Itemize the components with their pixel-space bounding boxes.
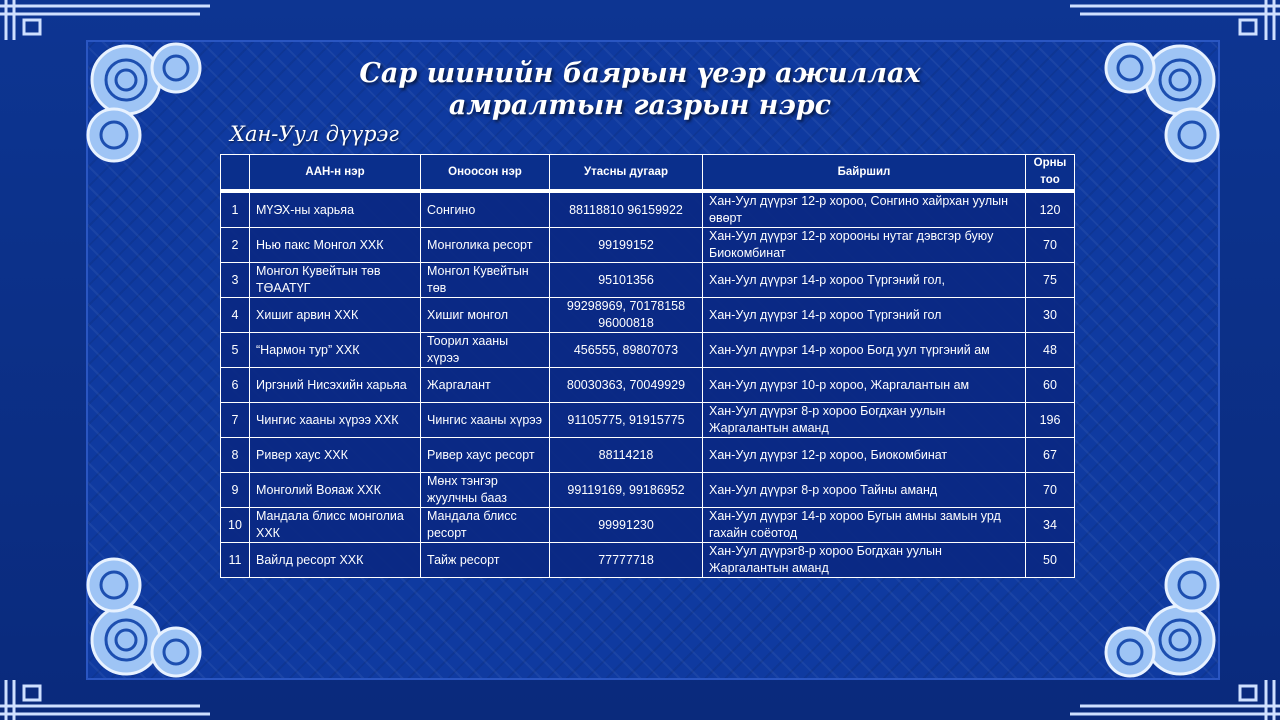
cell-location: Хан-Уул дүүрэг 10-р хороо, Жаргалантын ам: [703, 368, 1026, 403]
cell-org-name: МҮЭХ-ны харьяа: [250, 191, 421, 228]
cloud-ornament-icon: [1070, 540, 1220, 680]
table-row: [221, 543, 1075, 578]
header-location: Байршил: [703, 155, 1026, 192]
cell-phone: 91105775, 91915775: [550, 403, 703, 438]
cell-num: 1: [221, 191, 250, 228]
cell-location: Хан-Уул дүүрэг 8-р хороо Богдхан уулын Жаргалантын аманд: [703, 403, 1026, 438]
cell-phone: 95101356: [550, 263, 703, 298]
cell-org-name: Монгол Кувейтын төв ТӨААТҮГ: [250, 263, 421, 298]
cell-seats: 50: [1026, 543, 1075, 578]
title-line-1: Сар шинийн баярын үеэр ажиллах: [359, 58, 921, 89]
cell-num: 7: [221, 403, 250, 438]
page-title: [330, 58, 950, 122]
cell-seats: 75: [1026, 263, 1075, 298]
cell-location: Хан-Уул дүүрэг 14-р хороо Түргэний гол,: [703, 263, 1026, 298]
corner-fret-ornament-icon: [1060, 680, 1280, 720]
cell-phone: 99199152: [550, 228, 703, 263]
cell-seats: 48: [1026, 333, 1075, 368]
district-heading: Хан-Уул дүүрэг: [230, 122, 399, 146]
table-row: [221, 473, 1075, 508]
cell-location: Хан-Уул дүүрэг 14-р хороо Түргэний гол: [703, 298, 1026, 333]
cell-phone: 456555, 89807073: [550, 333, 703, 368]
cell-spec-name: Мандала блисс ресорт: [421, 508, 550, 543]
title-line-2: амралтын газрын нэрс: [448, 90, 832, 121]
cell-spec-name: Тоорил хааны хүрээ: [421, 333, 550, 368]
cell-location: Хан-Уул дүүрэг 14-р хороо Бугын амны замын урд гахайн соёотод: [703, 508, 1026, 543]
cell-phone: 88118810 96159922: [550, 191, 703, 228]
cell-spec-name: Тайж ресорт: [421, 543, 550, 578]
cell-org-name: Монголий Вояаж ХХК: [250, 473, 421, 508]
header-seats: Орны тоо: [1026, 155, 1075, 192]
cell-org-name: Нью пакс Монгол ХХК: [250, 228, 421, 263]
resort-table: [220, 154, 1075, 578]
table-row: [221, 403, 1075, 438]
cell-seats: 70: [1026, 473, 1075, 508]
cell-num: 5: [221, 333, 250, 368]
table-row: [221, 438, 1075, 473]
corner-fret-ornament-icon: [0, 0, 220, 40]
cell-spec-name: Жаргалант: [421, 368, 550, 403]
cell-location: Хан-Уул дүүрэг 12-р хороо, Сонгино хайрхан уулын өвөрт: [703, 191, 1026, 228]
cell-seats: 70: [1026, 228, 1075, 263]
cell-spec-name: Монгол Кувейтын төв: [421, 263, 550, 298]
header-org-name: ААН-н нэр: [250, 155, 421, 192]
cell-spec-name: Монголика ресорт: [421, 228, 550, 263]
table-row: [221, 368, 1075, 403]
cloud-ornament-icon: [86, 40, 236, 180]
cloud-ornament-icon: [86, 540, 236, 680]
table-header-row: [221, 155, 1075, 192]
cell-phone: 99991230: [550, 508, 703, 543]
table-row: [221, 298, 1075, 333]
cell-org-name: “Нармон тур” ХХК: [250, 333, 421, 368]
cell-spec-name: Мөнх тэнгэр жуулчны бааз: [421, 473, 550, 508]
cell-phone: 99119169, 99186952: [550, 473, 703, 508]
table-row: [221, 508, 1075, 543]
cell-phone: 99298969, 70178158 96000818: [550, 298, 703, 333]
cell-org-name: Вайлд ресорт ХХК: [250, 543, 421, 578]
cell-phone: 80030363, 70049929: [550, 368, 703, 403]
cell-org-name: Чингис хааны хүрээ ХХК: [250, 403, 421, 438]
cell-phone: 88114218: [550, 438, 703, 473]
cell-seats: 30: [1026, 298, 1075, 333]
cell-seats: 196: [1026, 403, 1075, 438]
header-num: [221, 155, 250, 192]
cell-num: 6: [221, 368, 250, 403]
cell-location: Хан-Уул дүүрэг 14-р хороо Богд уул түргэний ам: [703, 333, 1026, 368]
cell-phone: 77777718: [550, 543, 703, 578]
header-phone: Утасны дугаар: [550, 155, 703, 192]
header-spec-name: Оноосон нэр: [421, 155, 550, 192]
cell-spec-name: Хишиг монгол: [421, 298, 550, 333]
table-row: [221, 333, 1075, 368]
cell-num: 2: [221, 228, 250, 263]
cell-seats: 34: [1026, 508, 1075, 543]
cell-seats: 67: [1026, 438, 1075, 473]
cloud-ornament-icon: [1070, 40, 1220, 180]
cell-spec-name: Чингис хааны хүрээ: [421, 403, 550, 438]
cell-num: 9: [221, 473, 250, 508]
table-row: [221, 263, 1075, 298]
cell-org-name: Ривер хаус ХХК: [250, 438, 421, 473]
cell-location: Хан-Уул дүүрэг8-р хороо Богдхан уулын Жаргалантын аманд: [703, 543, 1026, 578]
cell-org-name: Иргэний Нисэхийн харьяа: [250, 368, 421, 403]
table-row: [221, 191, 1075, 228]
cell-num: 8: [221, 438, 250, 473]
cell-num: 4: [221, 298, 250, 333]
cell-num: 3: [221, 263, 250, 298]
cell-location: Хан-Уул дүүрэг 12-р хорооны нутаг дэвсгэр буюу Биокомбинат: [703, 228, 1026, 263]
cell-spec-name: Ривер хаус ресорт: [421, 438, 550, 473]
cell-spec-name: Сонгино: [421, 191, 550, 228]
cell-num: 11: [221, 543, 250, 578]
cell-location: Хан-Уул дүүрэг 8-р хороо Тайны аманд: [703, 473, 1026, 508]
table-row: [221, 228, 1075, 263]
corner-fret-ornament-icon: [0, 680, 220, 720]
cell-location: Хан-Уул дүүрэг 12-р хороо, Биокомбинат: [703, 438, 1026, 473]
cell-org-name: Мандала блисс монголиа ХХК: [250, 508, 421, 543]
cell-org-name: Хишиг арвин ХХК: [250, 298, 421, 333]
cell-seats: 60: [1026, 368, 1075, 403]
corner-fret-ornament-icon: [1060, 0, 1280, 40]
cell-seats: 120: [1026, 191, 1075, 228]
cell-num: 10: [221, 508, 250, 543]
